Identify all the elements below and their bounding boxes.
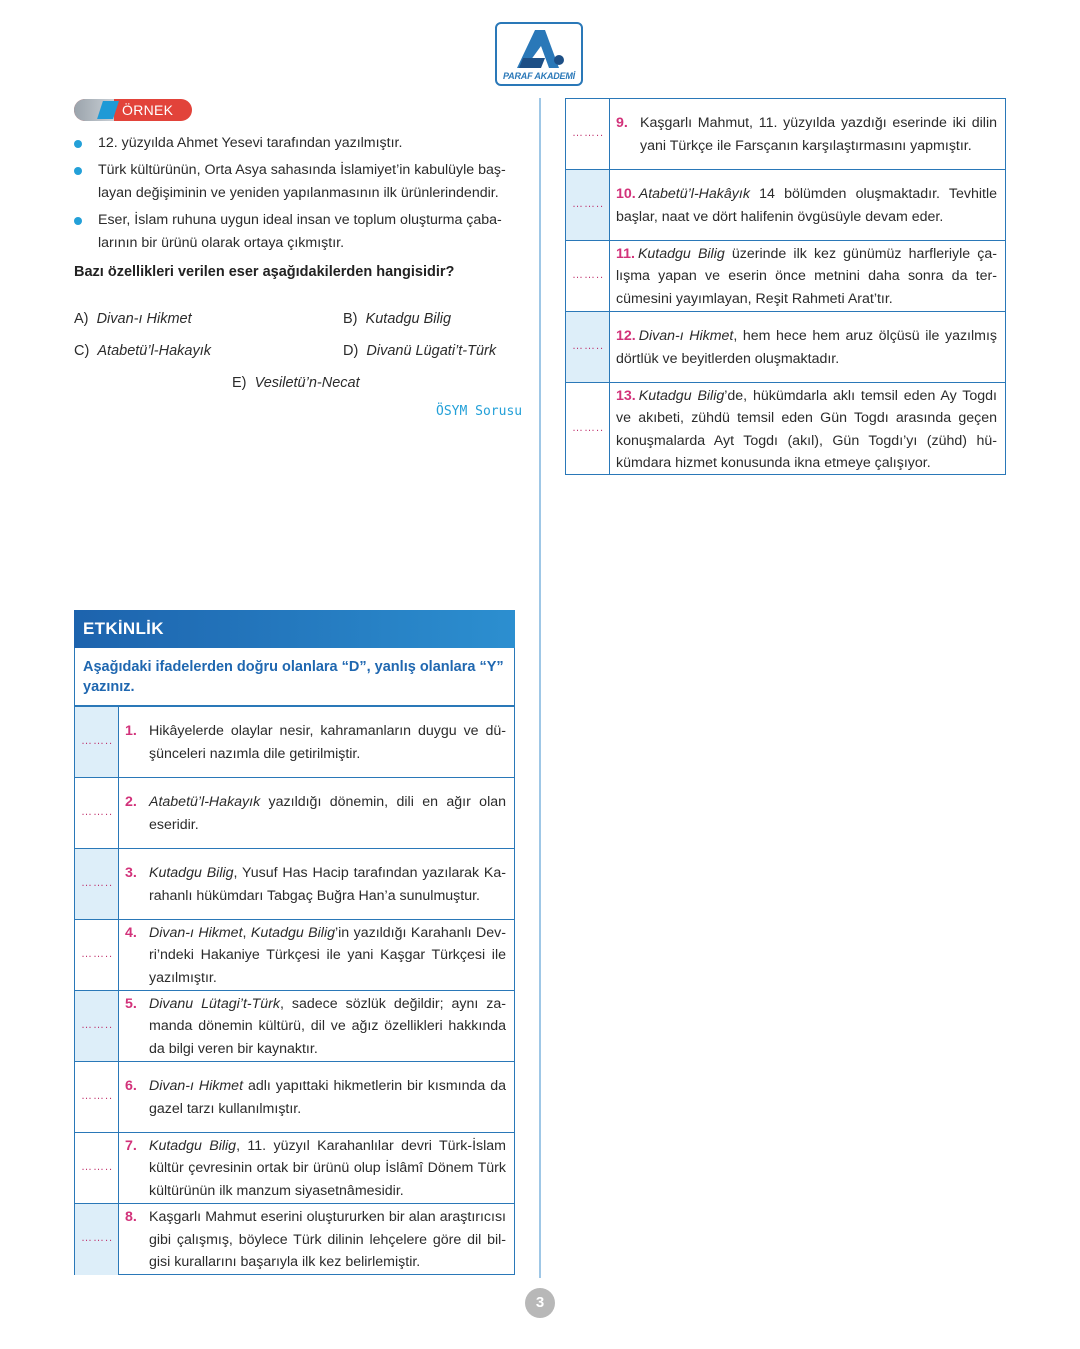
bullet-line: Türk kültürünün, Orta Asya sahasında İslamiyet’in kabulüyle baş-: [98, 162, 506, 178]
activity-statement: [125, 1135, 506, 1203]
bullet-line: 12. yüzyılda Ahmet Yesevi tarafından yazılmıştır.: [98, 135, 403, 151]
statement-number: 13.: [616, 387, 636, 404]
statement-line: ri’ndeki Hakaniye Türkçesi ile yani Kaşgar Türkçesi ile: [149, 947, 506, 964]
statement-line: gibi çalışmış, böylece Türk dilinin lehçelere göre dil bil-: [149, 1231, 506, 1248]
activity-row: [566, 240, 1005, 311]
answer-blank[interactable]: [566, 312, 610, 382]
answer-blank[interactable]: [75, 1204, 119, 1275]
activity-row: [75, 919, 514, 990]
activity-statement: [125, 922, 506, 990]
activity-statement: [616, 243, 997, 311]
statement-number: 11.: [616, 245, 635, 262]
statement-line: şünceleri nazımla dile getirilmiştir.: [149, 745, 361, 762]
statement-line: Divanu Lütagi’t-Türk, sadece sözlük değildir; aynı za-: [149, 995, 506, 1012]
activity-statement: [616, 325, 997, 370]
answer-dots: ……..: [81, 1018, 114, 1031]
statement-line: Divan-ı Hikmet, Kutadgu Bilig’in yazıldığı Karahanlı Dev-: [149, 924, 507, 941]
statement-line: kümdara hizmet konusunda ikna etmeye çalışıyor.: [616, 455, 931, 471]
answer-dots: ……..: [81, 805, 114, 818]
activity-row: [566, 382, 1005, 475]
activity-row: [75, 848, 514, 919]
example-bullet-2: [74, 159, 520, 205]
statement-number: 6.: [125, 1078, 137, 1094]
statement-line: Divan-ı Hikmet, hem hece hem aruz ölçüsü ile yazılmış: [638, 328, 997, 344]
statement-line: lışma yapan ve eserin önce metnini daha sonra da ter-: [616, 268, 997, 285]
statement-line: Atabetü’l-Hakâyık 14 bölümden oluşmaktadır. Tevhitle: [638, 186, 997, 202]
answer-blank[interactable]: [75, 707, 119, 777]
logo-text: PARAF AKADEMİ: [503, 71, 575, 81]
activity-statement: [616, 183, 997, 228]
activity-row: [75, 990, 514, 1061]
statement-line: Atabetü’l-Hakayık yazıldığı dönemin, dili en ağır olan: [149, 794, 506, 810]
statement-line: Kaşgarlı Mahmut, 11. yüzyılda yazdığı eserinde iki dilin: [640, 115, 997, 131]
answer-blank[interactable]: [75, 1062, 119, 1132]
activity-table-left: [74, 706, 515, 1275]
publisher-logo: [495, 22, 583, 86]
answer-blank[interactable]: [566, 241, 610, 311]
answer-blank[interactable]: [566, 99, 610, 169]
statement-number: 5.: [125, 995, 137, 1012]
activity-statement: [125, 1075, 506, 1120]
answer-blank[interactable]: [75, 1133, 119, 1203]
bullet-line: Eser, İslam ruhuna uygun ideal insan ve toplum oluşturma çaba-: [98, 212, 502, 228]
bullet-dot-icon: [74, 217, 82, 225]
activity-row: [75, 706, 514, 777]
option-b: B) Kutadgu Bilig: [343, 311, 452, 327]
statement-line: Kutadgu Bilig, Yusuf Has Hacip tarafından yazılarak Ka-: [149, 865, 507, 881]
statement-number: 2.: [125, 794, 137, 810]
statement-line: rahanlı hükümdarı Tabgaç Buğra Han’a sunulmuştur.: [149, 887, 480, 904]
statement-line: Kutadgu Bilig’de, hükümdarla aklı temsil eden Ay Togdı: [638, 387, 997, 404]
source-label: ÖSYM Sorusu: [436, 404, 523, 419]
activity-row: [566, 311, 1005, 382]
answer-dots: ……..: [81, 876, 114, 889]
answer-blank[interactable]: [75, 849, 119, 919]
answer-blank[interactable]: [75, 991, 119, 1061]
answer-dots: ……..: [81, 1089, 114, 1102]
answer-dots: ……..: [81, 1232, 114, 1244]
activity-statement: [125, 862, 506, 907]
activity-title: ETKİNLİK: [74, 610, 515, 648]
statement-line: eseridir.: [149, 816, 199, 833]
answer-dots: ……..: [572, 339, 605, 352]
example-question: Bazı özellikleri verilen eser aşağıdakilerden hangisidir?: [74, 264, 455, 280]
statement-line: Kutadgu Bilig üzerinde ilk kez günümüz harfleriyle ça-: [637, 245, 997, 262]
option-a: A) Divan-ı Hikmet: [74, 311, 192, 327]
option-d: D) Divanü Lügati’t-Türk: [343, 343, 497, 359]
activity-statement: [125, 993, 506, 1061]
answer-blank[interactable]: [75, 920, 119, 990]
answer-blank[interactable]: [566, 170, 610, 240]
bullet-line: larının bir ürünü olarak ortaya çıkmıştır.: [98, 235, 345, 251]
activity-statement: [125, 1206, 506, 1274]
activity-row: [566, 98, 1005, 169]
statement-number: 8.: [125, 1209, 137, 1226]
page-number: 3: [525, 1288, 555, 1318]
statement-number: 4.: [125, 924, 137, 941]
activity-statement: [125, 791, 506, 836]
answer-blank[interactable]: [566, 383, 610, 475]
statement-line: da bilgi veren bir kaynaktır.: [149, 1040, 318, 1057]
statement-number: 7.: [125, 1137, 137, 1154]
statement-line: dörtlük ve beyitlerden oluşmaktadır.: [616, 350, 840, 367]
statement-number: 1.: [125, 723, 137, 739]
statement-line: manda dönemin kültürü, dil ve ağız özellikleri hakkında: [149, 1018, 506, 1035]
statement-line: kültür çevresinin ortak bir ürünü olup İslâmî Dönem Türk: [149, 1160, 506, 1177]
activity-row: [75, 1132, 514, 1203]
activity-row: [75, 1061, 514, 1132]
option-e: E) Vesiletü’n-Necat: [232, 375, 360, 391]
answer-dots: ……..: [81, 947, 114, 960]
example-badge-label: ÖRNEK: [122, 102, 174, 118]
answer-blank[interactable]: [75, 778, 119, 848]
statement-line: ve akıbeti, zühdü temsil eden Gün Togdı arasında geçen: [616, 410, 997, 426]
statement-number: 12.: [616, 328, 636, 344]
statement-number: 9.: [616, 115, 628, 131]
statement-line: gisi kurallarını başarıyla ilk kez belirlemiştir.: [149, 1254, 421, 1271]
statement-line: gazel tarzı kullanılmıştır.: [149, 1100, 302, 1117]
statement-line: Kutadgu Bilig, 11. yüzyıl Karahanlılar devri Türk-İslam: [149, 1137, 506, 1154]
column-divider: [539, 98, 541, 1278]
answer-dots: ……..: [572, 268, 605, 281]
example-bullet-3: [74, 209, 520, 255]
statement-line: yazılmıştır.: [149, 969, 217, 986]
bullet-dot-icon: [74, 167, 82, 175]
option-c: C) Atabetü’l-Hakayık: [74, 343, 212, 359]
activity-statement: [125, 720, 506, 765]
statement-line: Kaşgarlı Mahmut eserini oluştururken bir alan araştırıcısı: [149, 1209, 506, 1226]
activity-instruction: Aşağıdaki ifadelerden doğru olanlara “D”, yanlış olanlara “Y” yazınız.: [74, 648, 515, 706]
statement-line: kültürünün ilk manzum siyasetnâmesidir.: [149, 1182, 404, 1199]
answer-dots: ……..: [81, 734, 114, 747]
activity-row: [75, 1203, 514, 1275]
bullet-dot-icon: [74, 140, 82, 148]
example-badge: [74, 99, 192, 121]
activity-statement: [616, 385, 997, 475]
statement-number: 3.: [125, 865, 137, 881]
statement-line: başlar, naat ve dört halifenin övgüsüyle devam eder.: [616, 208, 944, 225]
activity-statement: [616, 112, 997, 157]
statement-line: cümesini yayımlayan, Reşit Rahmeti Arat’tır.: [616, 290, 893, 307]
paraf-logo-icon: [515, 28, 565, 74]
statement-line: Hikâyelerde olaylar nesir, kahramanların duygu ve dü-: [149, 723, 506, 739]
activity-row: [75, 777, 514, 848]
answer-dots: ……..: [572, 421, 605, 434]
example-bullet-1: [74, 132, 520, 155]
statement-line: konuşmalarda Ayt Togdı (akıl), Gün Togdı’yı (zühd) hü-: [616, 432, 997, 449]
activity-table-right: [565, 98, 1006, 475]
statement-number: 10.: [616, 186, 636, 202]
answer-dots: ……..: [572, 126, 605, 139]
answer-dots: ……..: [572, 197, 605, 210]
activity-row: [566, 169, 1005, 240]
statement-line: yani Türkçe ile Farsçanın karşılaştırmasını yapmıştır.: [640, 137, 972, 154]
statement-line: Divan-ı Hikmet adlı yapıttaki hikmetlerin bir kısmında da: [149, 1078, 506, 1094]
answer-dots: ……..: [81, 1160, 114, 1173]
bullet-line: layan değişiminin ve yeniden yapılanmasının ilk ürünlerindendir.: [98, 185, 499, 201]
